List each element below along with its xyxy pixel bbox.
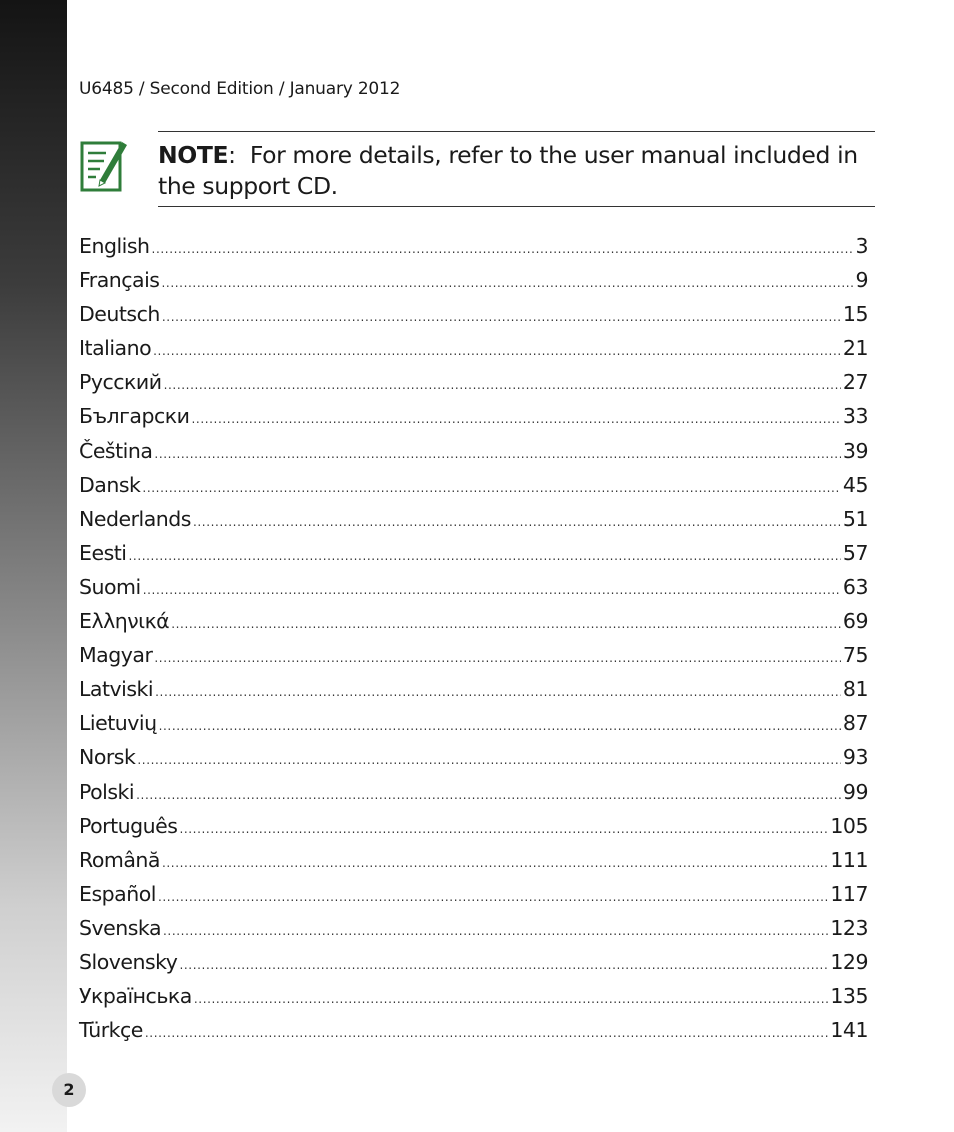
toc-entry-page: 87 [842, 711, 868, 736]
toc-entry-label: Deutsch [79, 302, 160, 327]
toc-entry-label: Русский [79, 370, 162, 395]
toc-entry-page: 129 [830, 949, 868, 974]
toc-entry[interactable] [79, 979, 868, 1013]
toc-entry-page: 75 [842, 643, 868, 668]
toc-dot-leader [137, 743, 841, 777]
side-gradient-bar [0, 0, 67, 1132]
toc-entry-label: Українська [79, 984, 192, 1009]
toc-dot-leader [164, 368, 841, 402]
toc-entry[interactable] [79, 502, 868, 536]
toc-entry-page: 69 [842, 609, 868, 634]
toc-entry-label: Türkçe [79, 1018, 143, 1043]
toc-entry[interactable] [79, 706, 868, 740]
toc-entry-label: Dansk [79, 472, 141, 497]
toc-entry-page: 33 [842, 404, 868, 429]
note-body: For more details, refer to the user manual included in the support CD. [158, 141, 858, 200]
note-box [158, 131, 875, 207]
toc-entry[interactable] [79, 740, 868, 774]
toc-entry-page: 117 [830, 881, 868, 906]
toc-entry[interactable] [79, 570, 868, 604]
toc-entry[interactable] [79, 843, 868, 877]
toc-dot-leader [155, 675, 841, 709]
toc-entry[interactable] [79, 809, 868, 843]
toc-dot-leader [153, 334, 841, 368]
toc-entry-label: Português [79, 813, 178, 838]
toc-entry[interactable] [79, 1013, 868, 1047]
toc-entry-page: 15 [842, 302, 868, 327]
toc-entry-page: 63 [842, 574, 868, 599]
toc-entry[interactable] [79, 263, 868, 297]
toc-entry-label: Čeština [79, 438, 153, 463]
toc-entry-page: 105 [830, 813, 868, 838]
toc-dot-leader [179, 812, 828, 846]
toc-entry-label: Polski [79, 779, 135, 804]
toc-entry-label: Latviski [79, 677, 154, 702]
toc-entry-label: Ελληνικά [79, 609, 170, 634]
toc-entry-label: English [79, 234, 150, 258]
toc-dot-leader [159, 709, 841, 743]
toc-entry-page: 123 [830, 915, 868, 940]
toc-entry-page: 51 [842, 506, 868, 531]
toc-dot-leader [162, 300, 841, 334]
note-text [158, 140, 875, 202]
toc-entry-page: 135 [830, 984, 868, 1009]
toc-dot-leader [193, 505, 841, 539]
toc-dot-leader [128, 539, 840, 573]
toc-dot-leader [171, 607, 841, 641]
toc-dot-leader [191, 402, 840, 436]
note-label: NOTE [158, 141, 229, 169]
toc-entry-page: 99 [842, 779, 868, 804]
page-number: 2 [63, 1080, 75, 1099]
toc-dot-leader [163, 914, 828, 948]
toc-dot-leader [136, 778, 841, 812]
toc-entry-label: Suomi [79, 574, 141, 599]
toc-entry-page: 3 [855, 234, 868, 258]
toc-entry-page: 111 [830, 847, 868, 872]
toc-dot-leader [162, 846, 828, 880]
toc-entry-label: Български [79, 404, 190, 429]
edition-line: U6485 / Second Edition / January 2012 [79, 79, 401, 99]
toc-entry-label: Italiano [79, 336, 152, 361]
toc-entry[interactable] [79, 297, 868, 331]
toc-entry[interactable] [79, 434, 868, 468]
toc-entry-label: Slovensky [79, 949, 178, 974]
toc-entry-page: 45 [842, 472, 868, 497]
toc-entry[interactable] [79, 638, 868, 672]
toc-entry-page: 81 [842, 677, 868, 702]
toc-entry-page: 21 [842, 336, 868, 361]
toc-entry-label: Lietuvių [79, 711, 157, 736]
toc-dot-leader [162, 266, 854, 300]
toc-dot-leader [194, 982, 829, 1016]
toc-entry[interactable] [79, 604, 868, 638]
toc-entry-label: Français [79, 268, 160, 293]
table-of-contents [79, 229, 868, 1047]
toc-entry-page: 9 [855, 268, 868, 293]
toc-entry-page: 57 [842, 540, 868, 565]
note-pencil-icon [80, 136, 128, 194]
toc-dot-leader [158, 880, 828, 914]
toc-dot-leader [154, 641, 841, 675]
toc-entry-label: Svenska [79, 915, 162, 940]
toc-entry[interactable] [79, 399, 868, 433]
toc-entry-label: Eesti [79, 540, 127, 565]
toc-entry[interactable] [79, 536, 868, 570]
toc-entry-label: Română [79, 847, 160, 872]
toc-entry-label: Nederlands [79, 506, 191, 531]
toc-entry[interactable] [79, 365, 868, 399]
toc-entry[interactable] [79, 775, 868, 809]
toc-dot-leader [152, 232, 854, 266]
toc-entry[interactable] [79, 877, 868, 911]
toc-entry[interactable] [79, 468, 868, 502]
toc-entry-label: Español [79, 881, 156, 906]
toc-entry[interactable] [79, 331, 868, 365]
toc-entry-page: 39 [842, 438, 868, 463]
note-separator: : [228, 141, 236, 169]
toc-entry-page: 27 [842, 370, 868, 395]
toc-entry-page: 141 [830, 1018, 868, 1043]
toc-dot-leader [142, 471, 841, 505]
toc-dot-leader [143, 573, 841, 607]
toc-entry-label: Norsk [79, 745, 136, 770]
page-number-badge [52, 1073, 86, 1107]
toc-dot-leader [154, 437, 841, 471]
toc-dot-leader [145, 1016, 828, 1050]
toc-dot-leader [179, 948, 828, 982]
toc-entry[interactable] [79, 672, 868, 706]
toc-entry[interactable] [79, 229, 868, 263]
toc-entry-label: Magyar [79, 643, 153, 668]
toc-entry[interactable] [79, 945, 868, 979]
toc-entry-page: 93 [842, 745, 868, 770]
toc-entry[interactable] [79, 911, 868, 945]
